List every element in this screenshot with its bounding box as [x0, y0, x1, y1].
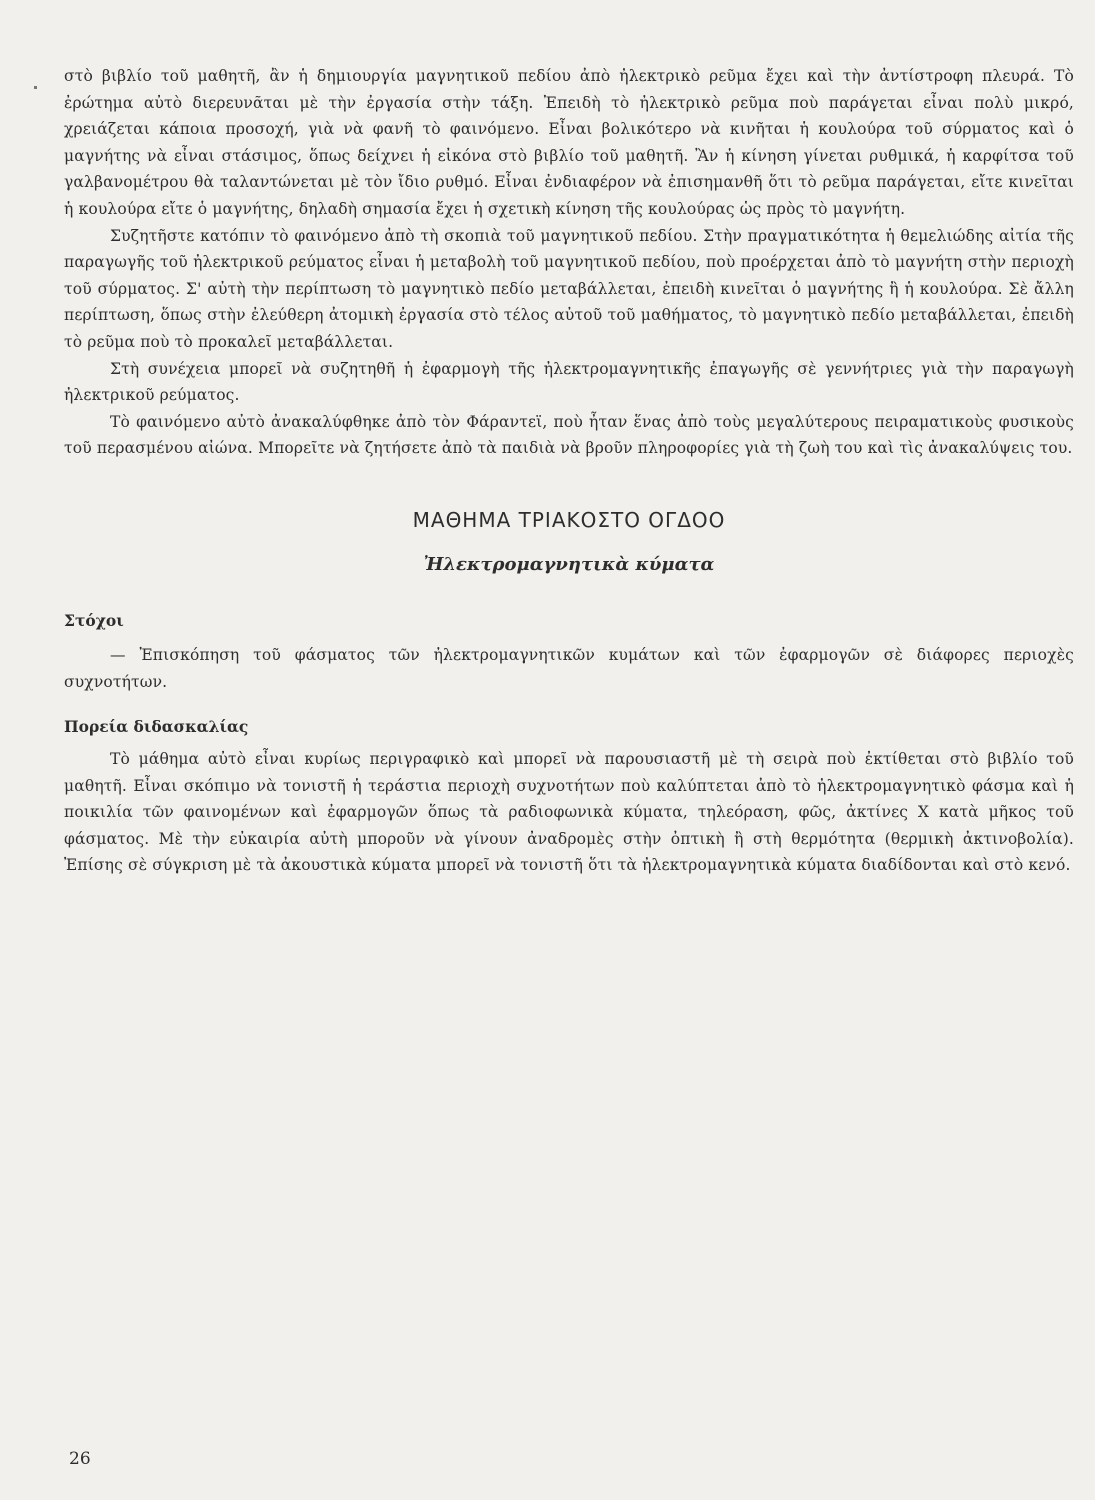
- continuation-paragraph-4: Τὸ φαινόμενο αὐτὸ ἀνακαλύφθηκε ἀπὸ τὸν Φάραντεϊ, ποὺ ἦταν ἕνας ἀπὸ τοὺς μεγαλύτερους πειραματικοὺς φυσικοὺς τοῦ περασμένου αἰώνα. Μπορεῖτε νὰ ζητήσετε ἀπὸ τὰ παιδιὰ νὰ βροῦν πληροφορίες γιὰ τὴ ζωὴ του καὶ τὶς ἀνακαλύψεις του.: [64, 412, 1074, 458]
- goals-label: Στόχοι: [64, 610, 124, 630]
- lesson-heading: ΜΑΘΗΜΑ ΤΡΙΑΚΟΣΤΟ ΟΓΔΟΟ: [412, 507, 726, 532]
- margin-mark: [34, 86, 37, 89]
- continuation-paragraph-1: στὸ βιβλίο τοῦ μαθητῆ, ἂν ἡ δημιουργία μαγνητικοῦ πεδίου ἀπὸ ἠλεκτρικὸ ρεῦμα ἔχει καὶ τὴν ἀντίστροφη πλευρά. Τὸ ἐρώτημα αὐτὸ διερευνᾶται μὲ τὴν ἐργασία στὴν τάξη. Ἐπειδὴ τὸ ἠλεκτρικὸ ρεῦμα ποὺ παράγεται εἶναι πολὺ μικρό, χρειάζεται κάποια προσοχή, γιὰ νὰ φανῆ τὸ φαινόμενο. Εἶναι βολικότερο νὰ κινῆται ἡ κουλούρα τοῦ σύρματος καὶ ὁ μαγνήτης νὰ εἶναι στάσιμος, ὅπως δείχνει ἡ εἰκόνα στὸ βιβλίο τοῦ μαθητῆ. Ἂν ἡ κίνηση γίνεται ρυθμικά, ἡ καρφίτσα τοῦ γαλβανομέτρου θὰ ταλαντώνεται μὲ τὸν ἴδιο ρυθμό. Εἶναι ἐνδιαφέρον νὰ ἐπισημανθῆ ὅτι τὸ ρεῦμα παράγεται, εἴτε κινεῖται ἡ κουλούρα εἴτε ὁ μαγνήτης, δηλαδὴ σημασία ἔχει ἡ σχετικὴ κίνηση τῆς κουλούρας ὡς πρὸς τὸ μαγνήτη.: [64, 67, 1074, 218]
- goals-text: — Ἐπισκόπηση τοῦ φάσματος τῶν ἠλεκτρομαγνητικῶν κυμάτων καὶ τῶν ἐφαρμογῶν σὲ διάφορες περιοχὲς συχνοτήτων.: [64, 645, 1074, 691]
- teaching-label: Πορεία διδασκαλίας: [64, 717, 249, 737]
- lesson-title: Ἠλεκτρομαγνητικὰ κύματα: [423, 553, 715, 575]
- page-number: 26: [69, 1449, 91, 1469]
- continuation-paragraph-2: Συζητῆστε κατόπιν τὸ φαινόμενο ἀπὸ τὴ σκοπιὰ τοῦ μαγνητικοῦ πεδίου. Στὴν πραγματικότητα ἡ θεμελιώδης αἰτία τῆς παραγωγῆς τοῦ ἠλεκτρικοῦ ρεύματος εἶναι ἡ μεταβολὴ τοῦ μαγνητικοῦ πεδίου, ποὺ προέρχεται ἀπὸ τὸ μαγνήτη στὴν περιοχὴ τοῦ σύρματος. Σ' αὐτὴ τὴν περίπτωση τὸ μαγνητικὸ πεδίο μεταβάλλεται, ἐπειδὴ κινεῖται ὁ μαγνήτης ἢ ἡ κουλούρα. Σὲ ἄλλη περίπτωση, ὅπως στὴν ἐλεύθερη ἀτομικὴ ἐργασία στὸ τέλος αὐτοῦ τοῦ μαθήματος, τὸ μαγνητικὸ πεδίο μεταβάλλεται, ἐπειδὴ τὸ ρεῦμα ποὺ τὸ προκαλεῖ μεταβάλλεται.: [64, 226, 1074, 351]
- page-content: [64, 63, 1074, 1483]
- continuation-paragraph-3: Στὴ συνέχεια μπορεῖ νὰ συζητηθῆ ἡ ἐφαρμογὴ τῆς ἠλεκτρομαγνητικῆς ἐπαγωγῆς σὲ γεννήτριες γιὰ τὴν παραγωγὴ ἠλεκτρικοῦ ρεύματος.: [64, 359, 1074, 405]
- teaching-text: Τὸ μάθημα αὐτὸ εἶναι κυρίως περιγραφικὸ καὶ μπορεῖ νὰ παρουσιαστῆ μὲ τὴ σειρὰ ποὺ ἐκτίθεται στὸ βιβλίο τοῦ μαθητῆ. Εἶναι σκόπιμο νὰ τονιστῆ ἡ τεράστια περιοχὴ συχνοτήτων ποὺ καλύπτεται ἀπὸ τὸ ἠλεκτρομαγνητικὸ φάσμα καὶ ἡ ποικιλία τῶν φαινομένων καὶ ἐφαρμογῶν ὅπως τὰ ραδιοφωνικὰ κύματα, τηλεόραση, φῶς, ἀκτίνες Χ κατὰ μῆκος τοῦ φάσματος. Μὲ τὴν εὐκαιρία αὐτὴ μποροῦν νὰ γίνουν ἀναδρομὲς στὴν ὀπτικὴ ἢ στὴ θερμότητα (θερμικὴ ἀκτινοβολία). Ἐπίσης σὲ σύγκριση μὲ τὰ ἀκουστικὰ κύματα μπορεῖ νὰ τονιστῆ ὅτι τὰ ἠλεκτρομαγνητικὰ κύματα διαδίδονται καὶ στὸ κενό.: [64, 750, 1074, 875]
